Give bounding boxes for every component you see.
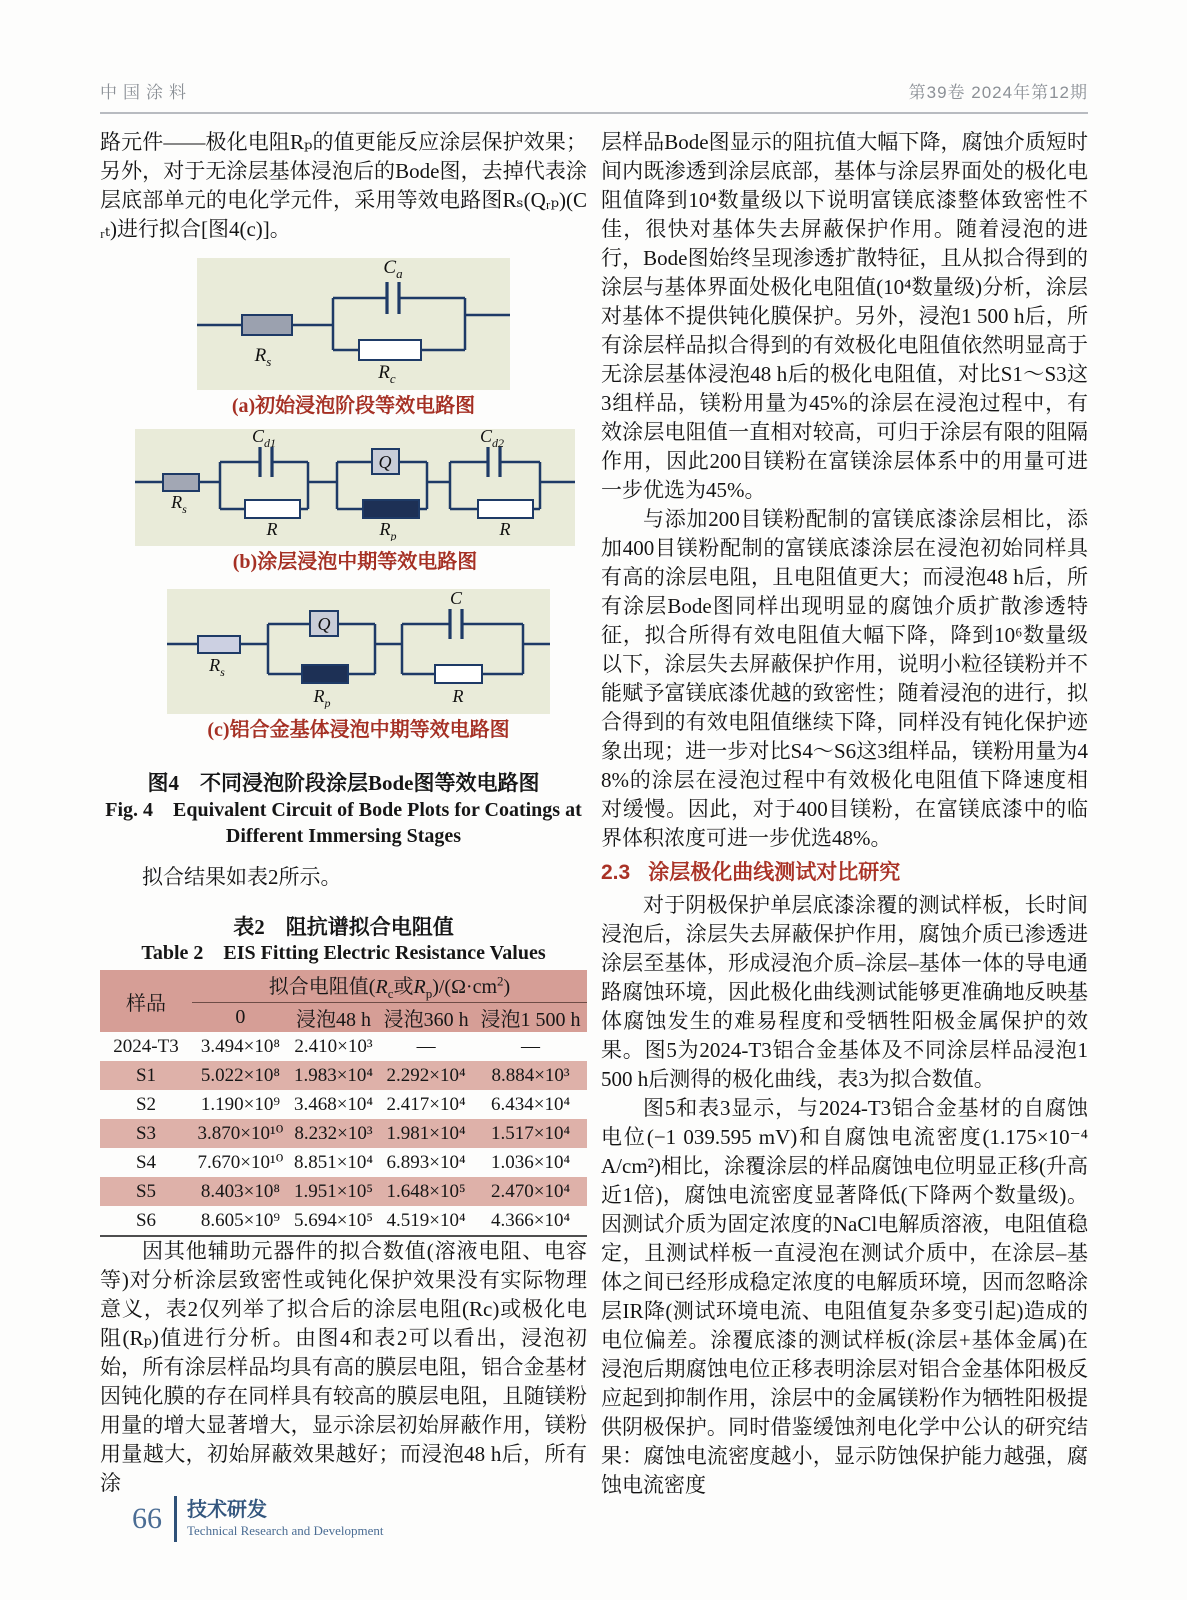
resistor-symbol-r xyxy=(435,665,482,683)
table-cell-value: 8.605×10⁹ xyxy=(200,1209,280,1231)
table-row xyxy=(100,1206,587,1236)
capacitor-symbol xyxy=(450,609,462,639)
figure4-caption-zh: 图4 不同浸泡阶段涂层Bode图等效电路图 xyxy=(147,771,540,795)
table-cell-value: 1.951×10⁵ xyxy=(293,1180,374,1202)
page-header xyxy=(100,78,1088,114)
table-cell-value: 3.468×10⁴ xyxy=(293,1093,374,1115)
page-number: 66 xyxy=(132,1502,162,1535)
table2 xyxy=(100,970,587,1237)
table-cell-value: 3.870×10¹⁰ xyxy=(197,1123,284,1144)
resistor-symbol-rs xyxy=(242,315,292,335)
table-cell-value: 5.694×10⁵ xyxy=(293,1209,374,1231)
table-cell-sample: S5 xyxy=(135,1180,157,1202)
table-cell-value: 1.036×10⁴ xyxy=(490,1151,571,1173)
table-header-row xyxy=(100,970,587,1003)
table-cell-value: 1.190×10⁹ xyxy=(200,1093,280,1115)
table-cell-value: 2.417×10⁴ xyxy=(386,1093,466,1115)
table2-body xyxy=(100,1032,587,1236)
capacitor-symbol xyxy=(387,282,399,314)
circuit-b-caption: (b)涂层浸泡中期等效电路图 xyxy=(232,551,478,573)
table-cell-sample: 2024-T3 xyxy=(113,1035,179,1057)
resistor-symbol-rs xyxy=(163,474,199,491)
table-cell-value: 2.470×10⁴ xyxy=(490,1180,571,1202)
table-cell-value: 2.292×10⁴ xyxy=(386,1064,466,1086)
circuit-a-figure xyxy=(197,258,510,419)
table-cell-sample: S2 xyxy=(135,1093,157,1115)
resistor-label-rs: $R_s$ xyxy=(209,655,225,679)
resistor-symbol-r1 xyxy=(245,500,300,518)
body-paragraph: 路元件——极化电阻Rₚ的值更能反应涂层保护效果；另外，对于无涂层基体浸泡后的Bode图，去掉代表涂层底部单元的电化学元件，采用等效电路图Rₛ(Qᵣₚ)(Cᵣₜ)进行拟合[图4(c)]。 xyxy=(100,130,587,241)
resistor-label-rs: $R_s$ xyxy=(254,345,272,369)
resistor-symbol-rp xyxy=(363,500,419,518)
table-cell-sample: S4 xyxy=(135,1151,157,1173)
resistor-symbol-rs xyxy=(198,636,240,653)
table-cell-sample: S6 xyxy=(135,1209,157,1231)
body-paragraph: 因其他辅助元器件的拟合数值(溶液电阻、电容等)对分析涂层致密性或钝化保护效果没有实际物理意义，表2仅列举了拟合后的涂层电阻(Rc)或极化电阻(Rₚ)值进行分析。由图4和表2可以看出，浸泡初始，所有涂层样品均具有高的膜层电阻，铝合金基材因钝化膜的存在同样具有较高的膜层电阻，且随镁粉用量的增大显著增大，显示涂层初始屏蔽作用，镁粉用量越大，初始屏蔽效果越好；而浸泡48 h后，所有涂 xyxy=(100,1239,587,1495)
right-column xyxy=(601,128,1088,1500)
circuit-c-diagram xyxy=(167,589,550,714)
table-cell-value: 1.981×10⁴ xyxy=(386,1122,466,1144)
table-cell-value: 1.648×10⁵ xyxy=(386,1180,466,1202)
footer-divider xyxy=(174,1496,177,1542)
circuit-c-caption: (c)铝合金基体浸泡中期等效电路图 xyxy=(207,719,510,741)
body-paragraph: 与添加200目镁粉配制的富镁底漆涂层相比，添加400目镁粉配制的富镁底漆涂层在浸泡初始同样具有高的涂层电阻，且电阻值更大；而浸泡48 h后，所有涂层Bode图同样出现明显的腐蚀介质扩散渗透特征，拟合所得有效电阻值大幅下降，降到10⁶数量级以下，涂层失去屏蔽保护作用，说明小粒径镁粉并不能赋予富镁底漆优越的致密性；随着浸泡的进行，拟合得到的有效电阻值继续下降，同样没有钝化保护迹象出现；进一步对比S4～S6这3组样品，镁粉用量为48%的涂层在浸泡过程中有效极化电阻值下降速度相对缓慢。因此，对于400目镁粉，在富镁底漆中的临界体积浓度可进一步优选48%。 xyxy=(601,507,1088,850)
section-number: 2.3 xyxy=(601,861,631,884)
circuit-b-figure xyxy=(135,429,575,575)
footer-section-zh: 技术研发 xyxy=(187,1499,267,1521)
table-cell-value: 4.366×10⁴ xyxy=(490,1209,571,1231)
table2-title-zh: 表2 阻抗谱拟合电阻值 xyxy=(233,915,454,939)
cpe-label-q: Q xyxy=(378,452,392,472)
section-heading-2-3 xyxy=(601,858,1088,888)
table-header-sample: 样品 xyxy=(100,970,192,1032)
figure4-caption-en-line2: Different Immersing Stages xyxy=(225,825,462,847)
page-body xyxy=(100,128,1088,1500)
footer-section-en: Technical Research and Development xyxy=(187,1523,384,1538)
table-cell-sample: S1 xyxy=(135,1064,157,1086)
circuit-b-diagram xyxy=(135,429,575,546)
table-cell-value: 3.494×10⁸ xyxy=(200,1035,280,1057)
circuit-a-caption: (a)初始浸泡阶段等效电路图 xyxy=(231,395,476,417)
resistor-symbol-rc xyxy=(359,340,421,360)
resistor-label-rp: $R_p$ xyxy=(313,686,331,709)
circuit-b-svg xyxy=(135,429,575,541)
resistor-label-r2: R xyxy=(499,519,511,539)
resistor-label-r: R xyxy=(452,686,464,706)
table-cell-value: 8.232×10³ xyxy=(294,1122,373,1144)
section-title: 涂层极化曲线测试对比研究 xyxy=(648,861,901,884)
resistor-symbol-r2 xyxy=(478,500,533,518)
table-row xyxy=(100,1032,587,1061)
table-cell-value: 8.851×10⁴ xyxy=(293,1151,374,1173)
cpe-label-q: Q xyxy=(317,614,331,634)
circuit-c-figure xyxy=(167,589,550,743)
resistor-label-rp: $R_p$ xyxy=(379,519,397,541)
table-row xyxy=(100,1119,587,1148)
table-cell-value: 2.410×10³ xyxy=(294,1035,373,1057)
capacitor-label-c: C xyxy=(449,589,463,608)
table-row xyxy=(100,1177,587,1206)
table-row xyxy=(100,1090,587,1119)
table-header-col: 浸泡1 500 h xyxy=(474,1003,587,1033)
left-column xyxy=(100,128,587,1500)
body-paragraph: 拟合结果如表2所示。 xyxy=(142,865,342,889)
body-paragraph: 图5和表3显示，与2024-T3铝合金基材的自腐蚀电位(−1 039.595 mV)和自腐蚀电流密度(1.175×10⁻⁴ A/cm²)相比，涂覆涂层的样品腐蚀电位明显正移(升高近1倍)，腐蚀电流密度显著降低(下降两个数量级)。因测试介质为固定浓度的NaCl电解质溶液，电阻值稳定，且测试样板一直浸泡在测试介质中，在涂层–基体之间已经形成稳定浓度的电解质环境，因而忽略涂层IR降(测试环境电流、电阻值复杂多变引起)造成的电位偏差。涂覆底漆的测试样板(涂层+基体金属)在浸泡后期腐蚀电位正移表明涂层对铝合金基体阳极反应起到抑制作用，涂层中的金属镁粉作为牺牲阳极提供阴极保护。同时借鉴缓蚀剂电化学中公认的研究结果：腐蚀电流密度越小，显示防蚀保护能力越强，腐蚀电流密度 xyxy=(601,1096,1088,1497)
capacitor-label-cd1: $C_{d1}$ xyxy=(251,429,277,450)
table-cell-value: — xyxy=(521,1035,541,1057)
table-cell-value: 1.983×10⁴ xyxy=(293,1064,374,1086)
circuit-c-svg xyxy=(167,589,550,709)
capacitor-label: $C_a$ xyxy=(383,258,403,281)
journal-name: 中国涂料 xyxy=(100,83,192,102)
table-cell-value: 4.519×10⁴ xyxy=(386,1209,466,1231)
body-paragraph: 对于阴极保护单层底漆涂覆的测试样板，长时间浸泡后，涂层失去屏蔽保护作用，腐蚀介质已渗透进涂层至基体，形成浸泡介质–涂层–基体一体的导电通路腐蚀环境，因此极化曲线测试能够更准确地反映基体腐蚀发生的难易程度和受牺牲阳极金属保护的效果。图5为2024-T3铝合金基体及不同涂层样品浸泡1 500 h后测得的极化曲线，表3为拟合数值。 xyxy=(601,893,1088,1091)
table-cell-sample: S3 xyxy=(135,1122,157,1144)
table-header-col: 0 xyxy=(192,1003,289,1033)
resistor-label-r1: R xyxy=(266,519,278,539)
table-cell-value: 5.022×10⁸ xyxy=(200,1064,280,1086)
table-cell-value: 8.884×10³ xyxy=(491,1064,570,1086)
table2-title-en: Table 2 EIS Fitting Electric Resistance Values xyxy=(141,942,546,964)
table-cell-value: 6.893×10⁴ xyxy=(386,1151,466,1173)
table-header-fit-values: 拟合电阻值($R_c$或$R_p)/(\Omega\cdot cm^2)$ xyxy=(192,970,587,1003)
circuit-a-diagram xyxy=(197,258,510,390)
resistor-label-rs: $R_s$ xyxy=(171,492,187,516)
capacitor-label-cd2: $C_{d2}$ xyxy=(479,429,505,450)
table-cell-value: — xyxy=(416,1035,436,1057)
issue-info: 第39卷 2024年第12期 xyxy=(908,83,1088,102)
table-cell-value: 8.403×10⁸ xyxy=(200,1180,280,1202)
table-cell-value: 6.434×10⁴ xyxy=(490,1093,571,1115)
resistor-label-rc: $R_c$ xyxy=(378,362,396,385)
table-cell-value: 1.517×10⁴ xyxy=(490,1122,571,1144)
circuit-a-svg xyxy=(197,258,510,385)
body-paragraph: 层样品Bode图显示的阻抗值大幅下降，腐蚀介质短时间内既渗透到涂层底部，基体与涂层界面处的极化电阻值降到10⁴数量级以下说明富镁底漆整体致密性不佳，很快对基体失去屏蔽保护作用。随着浸泡的进行，Bode图始终呈现渗透扩散特征，且从拟合得到的涂层与基体界面处极化电阻值(10⁴数量级)分析，涂层对基体不提供钝化膜保护。另外，浸泡1 500 h后，所有涂层样品拟合得到的有效极化电阻值依然明显高于无涂层基体浸泡48 h后的极化电阻值，对比S1～S3这3组样品，镁粉用量为45%的涂层在浸泡过程中，有效涂层电阻值一直相对较高，可归于涂层有限的阻隔作用，因此200目镁粉在富镁涂层体系中的用量可进一步优选为45%。 xyxy=(601,130,1088,502)
page-footer xyxy=(132,1496,384,1542)
resistor-symbol-rp xyxy=(302,665,348,683)
table2-header xyxy=(100,970,587,1032)
table-header-col: 浸泡48 h xyxy=(289,1003,378,1033)
table-header-col: 浸泡360 h xyxy=(378,1003,474,1033)
table-row xyxy=(100,1061,587,1090)
figure4-block xyxy=(100,258,587,849)
table-row xyxy=(100,1148,587,1177)
table-cell-value: 7.670×10¹⁰ xyxy=(197,1152,284,1173)
figure4-caption-en-line1: Fig. 4 Equivalent Circuit of Bode Plots for Coatings at xyxy=(105,799,582,821)
